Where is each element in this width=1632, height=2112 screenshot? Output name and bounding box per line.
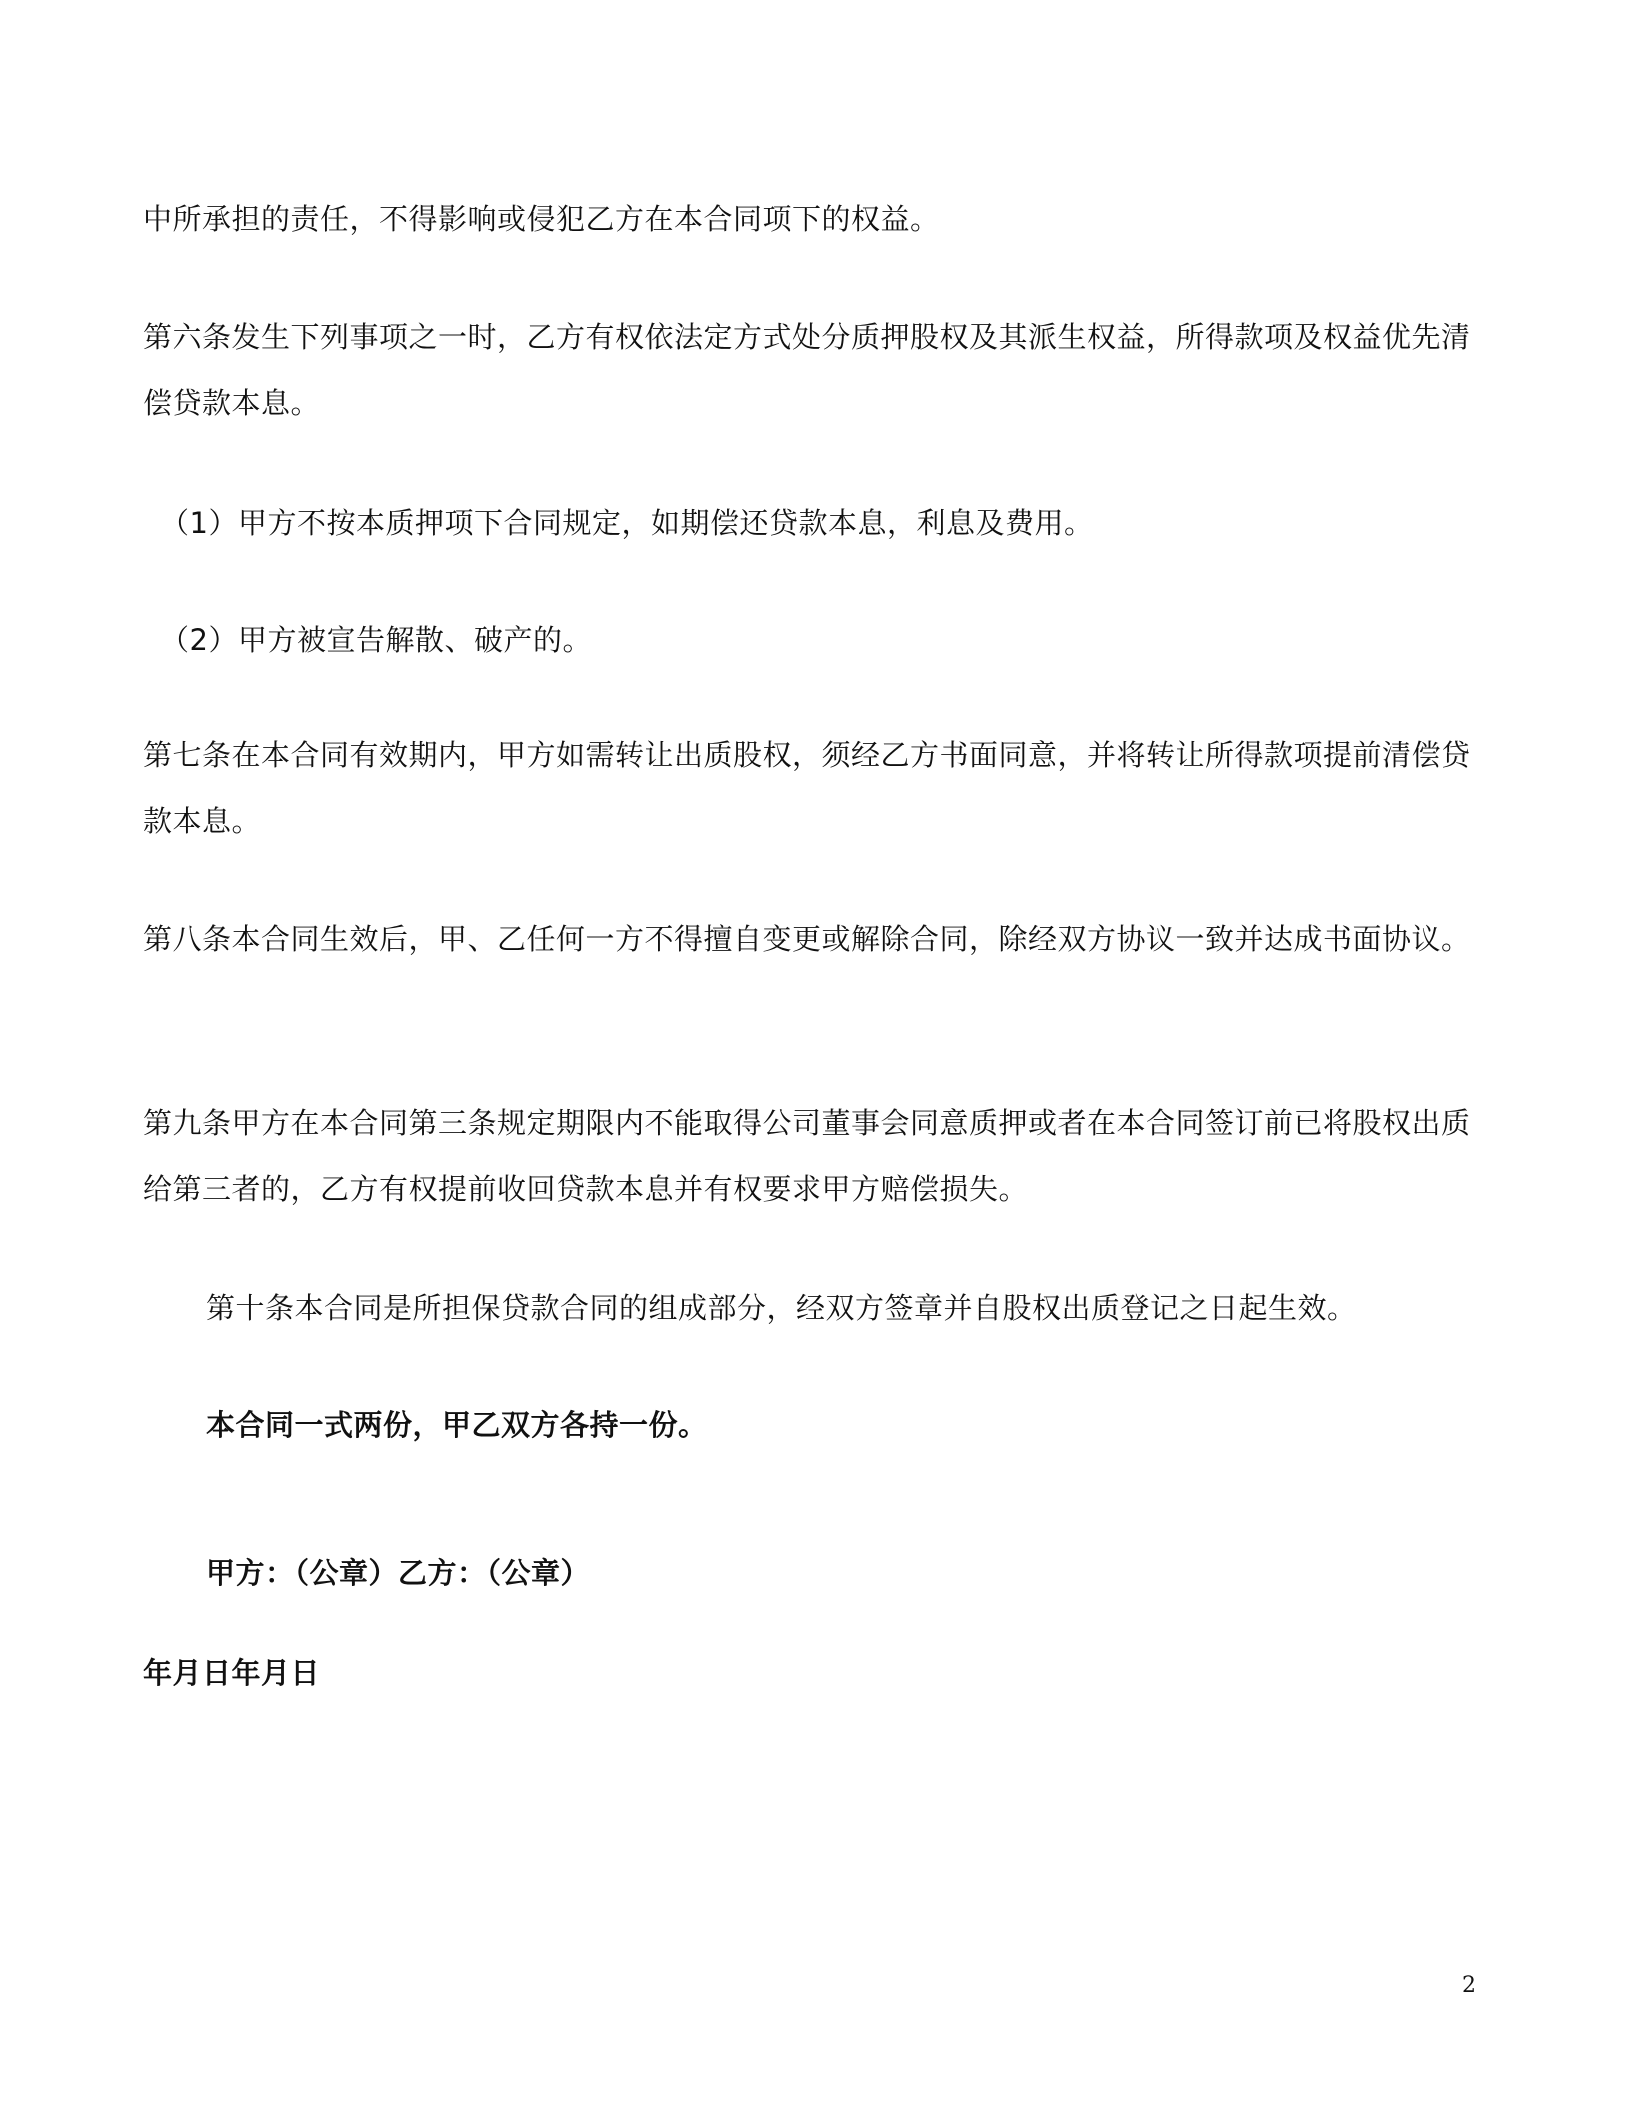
copies-statement: 本合同一式两份，甲乙双方各持一份。 [206, 1408, 708, 1442]
article-10-paragraph: 第十条本合同是所担保贷款合同的组成部分，经双方签章并自股权出质登记之日起生效。 [206, 1291, 1357, 1325]
signature-line: 甲方：（公章）乙方：（公章） [206, 1556, 591, 1590]
article-7-paragraph: 第七条在本合同有效期内，甲方如需转让出质股权，须经乙方书面同意，并将转让所得款项提前清偿贷款本息。 [143, 738, 1471, 838]
date-line: 年月日年月日 [143, 1656, 321, 1690]
paragraph-continuation: 中所承担的责任，不得影响或侵犯乙方在本合同项下的权益。 [143, 202, 940, 236]
page-number: 2 [1462, 1973, 1476, 1998]
article-9-paragraph: 第九条甲方在本合同第三条规定期限内不能取得公司董事会同意质押或者在本合同签订前已将股权出质给第三者的，乙方有权提前收回贷款本息并有权要求甲方赔偿损失。 [143, 1106, 1471, 1206]
article-8-paragraph: 第八条本合同生效后，甲、乙任何一方不得擅自变更或解除合同，除经双方协议一致并达成书面协议。 [143, 922, 1471, 956]
article-6-item-1: （1）甲方不按本质押项下合同规定，如期偿还贷款本息，利息及费用。 [160, 506, 1094, 540]
article-6-paragraph: 第六条发生下列事项之一时，乙方有权依法定方式处分质押股权及其派生权益，所得款项及权益优先清偿贷款本息。 [143, 320, 1471, 420]
article-6-item-2: （2）甲方被宣告解散、破产的。 [160, 623, 592, 657]
